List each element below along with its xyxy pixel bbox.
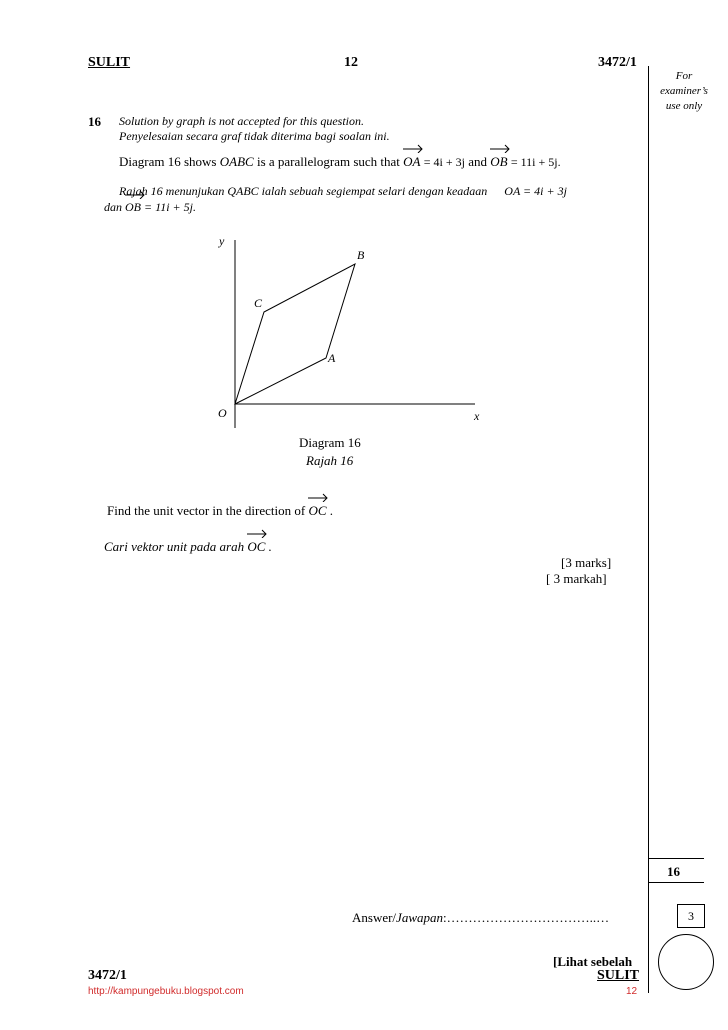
- stmt-en-name: OABC: [219, 154, 254, 169]
- vector-arrow-icon: [247, 528, 267, 538]
- examiner-margin-line: [648, 66, 649, 993]
- footer-sulit: SULIT: [597, 968, 640, 983]
- ob-value: = 11i + 5j.: [510, 155, 561, 169]
- vector-oc-ms: OC: [247, 539, 265, 555]
- margin-note-line1: For: [675, 70, 693, 82]
- label-b: B: [357, 248, 365, 262]
- label-x: x: [474, 409, 480, 423]
- footer-paper-code: 3472/1: [88, 968, 127, 983]
- vector-ob: OB: [490, 154, 507, 170]
- find-english: Find the unit vector in the direction of OC .: [107, 503, 333, 519]
- footer-page-number: 12: [626, 986, 638, 997]
- stmt-ms: Rajah 16 menunjukan QABC ialah sebuah segiempat selari dengan keadaan: [119, 184, 488, 198]
- margin-note-line3: use only: [665, 100, 703, 112]
- score-circle[interactable]: [658, 934, 714, 990]
- answer-line[interactable]: [352, 910, 609, 926]
- and-en: and: [468, 154, 487, 169]
- note-malay: Penyelesaian secara graf tidak diterima bagi soalan ini.: [119, 129, 390, 143]
- header-paper-code: 3472/1: [598, 55, 637, 70]
- header-sulit: SULIT: [88, 55, 131, 70]
- turn-page-note: [Lihat sebelah: [553, 954, 633, 969]
- vector-arrow-icon: [308, 492, 328, 502]
- vector-ob-ms: OB: [125, 200, 141, 215]
- marks-box: [677, 904, 705, 928]
- footer-url[interactable]: http://kampungebuku.blogspot.com: [88, 986, 244, 997]
- vector-arrow-icon: [125, 189, 145, 199]
- score-box-divider: [648, 882, 704, 883]
- statement-english: [119, 154, 561, 170]
- oa-value: = 4i + 3j: [423, 155, 465, 169]
- parallelogram-diagram: [190, 228, 510, 438]
- label-a: A: [328, 351, 336, 365]
- parallelogram-oabc: [235, 264, 355, 404]
- label-y: y: [219, 234, 225, 248]
- stmt-en-mid: is a parallelogram such that: [256, 154, 400, 169]
- vector-oc: OC: [308, 503, 326, 519]
- marks-malay: [ 3 markah]: [546, 571, 607, 586]
- label-o: O: [218, 406, 227, 420]
- ms-ob-value: = 11i + 5j.: [144, 200, 196, 214]
- vector-arrow-icon: [403, 143, 423, 153]
- answer-label-ms: Jawapan: [396, 910, 443, 925]
- ms-oa: OA = 4i + 3j: [504, 184, 567, 198]
- question-number: 16: [88, 114, 101, 129]
- margin-note-line2: examiner’s: [660, 85, 708, 97]
- label-c: C: [254, 296, 263, 310]
- vector-oa: OA: [403, 154, 420, 170]
- score-box-top: [648, 858, 704, 859]
- diagram-caption-en: Diagram 16: [299, 435, 361, 450]
- score-question-number: 16: [667, 864, 680, 879]
- statement-malay-line2: [104, 200, 196, 215]
- header-page-number: 12: [344, 55, 358, 70]
- marks-box-value: 3: [688, 909, 694, 923]
- marks-english: [3 marks]: [561, 555, 612, 570]
- statement-malay: [119, 184, 567, 199]
- diagram-caption-ms: Rajah 16: [306, 453, 354, 468]
- vector-arrow-icon: [490, 143, 510, 153]
- answer-label: Answer/: [352, 910, 397, 925]
- stmt-en-pre: Diagram 16 shows: [119, 154, 217, 169]
- note-english: Solution by graph is not accepted for this question.: [119, 114, 364, 128]
- answer-dots: :……………………………..…: [443, 910, 610, 925]
- ms-dan: dan: [104, 200, 122, 214]
- find-malay: Cari vektor unit pada arah OC .: [104, 539, 272, 555]
